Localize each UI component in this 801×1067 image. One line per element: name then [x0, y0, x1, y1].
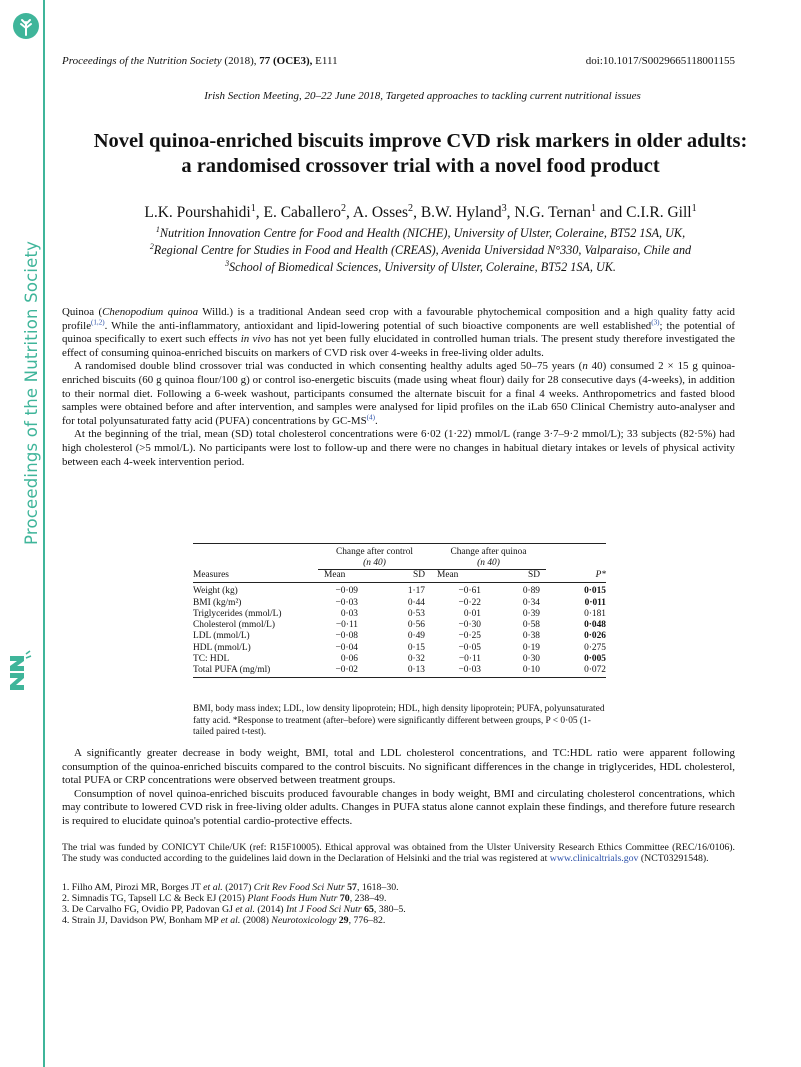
- volume: 77 (OCE3),: [259, 55, 313, 67]
- text-run: Consumption of novel quinoa-enriched biscuits produced favourable changes in body weight, BMI and circulating cholesterol concentrations, which may contribute to lowered CVD risk in free-living older adults. Changes in PUFA status alone cannot explain these findings, and therefore future research is required to elucidate quinoa's potential cardio-protective effects.: [62, 787, 735, 828]
- quinoa-mean: −0·03: [458, 665, 481, 676]
- journal-title: Proceedings of the Nutrition Society: [62, 55, 222, 67]
- table-row: [193, 609, 606, 620]
- text-run: n: [582, 360, 588, 373]
- text-run: in vivo: [240, 333, 271, 346]
- control-sd: 0·44: [407, 597, 425, 608]
- quinoa-sd: 0·30: [522, 654, 540, 665]
- author-sep: ,: [413, 204, 421, 221]
- text-run: Quinoa (: [62, 306, 103, 318]
- author-name: C.I.R. Gill: [626, 204, 692, 221]
- table-row: [193, 654, 606, 665]
- quinoa-sd: 0·89: [522, 586, 540, 597]
- ns-logo-icon: [4, 650, 34, 692]
- quinoa-mean: −0·25: [458, 631, 481, 642]
- text-run: .: [374, 414, 378, 427]
- group-header-control: Change after control (n 40): [335, 547, 414, 568]
- paragraph: [62, 788, 735, 829]
- affil-text: Nutrition Innovation Centre for Food and Health (NICHE), University of Ulster, Coleraine, BT52 1SA, UK,: [159, 226, 686, 240]
- measure: TC: HDL: [193, 654, 230, 665]
- author-name: B.W. Hyland: [420, 204, 502, 221]
- author-affil-mark: 2: [340, 202, 347, 214]
- affil-text: School of Biomedical Sciences, University of Ulster, Coleraine, BT52 1SA, UK.: [229, 260, 616, 274]
- text-run: , 776–82.: [348, 915, 386, 927]
- control-sd: 0·13: [407, 665, 425, 676]
- text-run: et al.: [235, 904, 255, 916]
- quinoa-mean: −0·05: [458, 642, 481, 653]
- control-mean: −0·03: [335, 597, 358, 608]
- title-line: a randomised crossover trial with a novel food product: [181, 155, 660, 177]
- measure: Total PUFA (mg/ml): [193, 665, 271, 676]
- text-run: Crit Rev Food Sci Nutr: [253, 881, 345, 893]
- col-p: P*: [595, 570, 606, 580]
- table-footnote: BMI, body mass index; LDL, low density lipoprotein; HDL, high density lipoprotein; PUFA, polyunsaturated fatty acid. *Response to treatment (after–before) were significantly different between groups, P < 0·05 (1-tailed paired t-test).: [193, 704, 605, 738]
- citation-line: [62, 55, 338, 67]
- col-quinoa-sd: SD: [491, 570, 546, 583]
- year: (2018),: [224, 55, 257, 67]
- quinoa-sd: 0·19: [522, 642, 540, 653]
- table-row: [193, 598, 606, 609]
- text-run: 1. Filho AM, Pirozi MR, Borges JT: [62, 881, 204, 893]
- measure: Weight (kg): [193, 586, 238, 597]
- quinoa-mean: −0·22: [458, 597, 481, 608]
- text-run: 57: [347, 881, 357, 893]
- lower-section: [62, 704, 735, 926]
- author-affil-mark: 2: [408, 202, 414, 214]
- table-row: [193, 620, 606, 631]
- text-run: Int J Food Sci Nutr: [285, 904, 362, 916]
- measure: Triglycerides (mmol/L): [193, 608, 282, 619]
- measure: LDL (mmol/L): [193, 631, 250, 642]
- author-sep: ,: [346, 204, 353, 221]
- text-run: 70: [339, 892, 350, 904]
- text-run: At the beginning of the trial, mean (SD) total cholesterol concentrations were 6·02 (1·22) mmol/L (range 3·7–9·2 mmol/L); 33 subjects (82·5%) had high cholesterol (>5 mmol/L). No participants were lost to follow-up and there were no changes in habitual dietary intakes or levels of physical activity between each 4-week intervention period.: [62, 428, 735, 468]
- paragraph: [62, 747, 735, 788]
- reference-item: [62, 882, 735, 893]
- citation-link[interactable]: (4): [366, 413, 375, 422]
- text-run: 29: [338, 915, 349, 927]
- control-mean: 0·03: [340, 608, 358, 619]
- text-run: has not yet been fully elucidated in controlled human trials. The present study therefore investigated the effect of consuming quinoa-enriched biscuits on markers of CVD risk over 4-weeks in free-living older adults.: [62, 333, 735, 359]
- measure: BMI (kg/m²): [193, 597, 242, 608]
- affiliation: [50, 242, 791, 259]
- measure: HDL (mmol/L): [193, 642, 251, 653]
- p-value: 0·011: [584, 597, 606, 608]
- author-affil-mark: 3: [501, 202, 507, 214]
- abstract-body-part1: [62, 306, 735, 469]
- author-name: A. Osses: [352, 204, 409, 221]
- p-value: 0·275: [584, 642, 606, 653]
- quinoa-mean: −0·61: [458, 586, 481, 597]
- text-run: (2014): [254, 904, 286, 916]
- author-name: E. Caballero: [263, 204, 341, 221]
- quinoa-sd: 0·34: [522, 597, 540, 608]
- group-header-quinoa: Change after quinoa (n 40): [450, 547, 527, 568]
- article-number: E111: [315, 55, 338, 67]
- affiliation: [50, 259, 791, 276]
- doi: doi:10.1017/S0029665118001155: [585, 55, 735, 67]
- abstract-body-part2: [62, 747, 735, 829]
- col-measures: Measures: [193, 570, 229, 580]
- affiliation: [50, 225, 791, 242]
- funding-statement: The trial was funded by CONICYT Chile/UK (ref: R15F10005). Ethical approval was obtained from the Ulster University Research Ethics Committee (REC/16/0106). The study was conducted according to the guidelines laid down in the Declaration of Helsinki and the trial was registered at www.clinicaltrials.gov (NCT03291548).: [62, 841, 735, 865]
- quinoa-mean: −0·30: [458, 620, 481, 631]
- text-run: et al.: [203, 881, 223, 893]
- paragraph: [62, 428, 735, 469]
- table-row: [193, 643, 606, 654]
- p-value: 0·181: [584, 608, 606, 619]
- text-run: 2. Simnadis TG, Tapsell LC & Beck EJ (2015): [62, 892, 248, 904]
- reference-list: [62, 882, 735, 927]
- affil-mark: 3: [225, 258, 230, 268]
- author-sep: and: [596, 204, 627, 221]
- reference-item: [62, 893, 735, 904]
- col-control-sd: SD: [368, 570, 431, 583]
- quinoa-mean: 0·01: [463, 608, 481, 619]
- control-mean: −0·08: [335, 631, 358, 642]
- quinoa-sd: 0·38: [522, 631, 540, 642]
- author-affil-mark: 1: [590, 202, 596, 214]
- author-affil-mark: 1: [691, 202, 697, 214]
- affil-mark: 1: [155, 224, 160, 234]
- control-mean: −0·04: [335, 642, 358, 653]
- table-row: [193, 583, 606, 598]
- text-run: Willd.) is a traditional Andean seed crop with a favourable phytochemical composition and a high quality fatty acid profile: [62, 306, 735, 332]
- reference-item: [62, 904, 735, 915]
- control-mean: −0·11: [335, 620, 358, 631]
- text-run: A significantly greater decrease in body weight, BMI, total and LDL cholesterol concentrations, and TC:HDL ratio were apparent following consumption of the quinoa-enriched biscuits compared to the control biscuits. No significant differences in the change in triglycerides, HDL cholesterol, total PUFA or CRP concentrations were observed between treatment groups.: [62, 747, 735, 787]
- paragraph: [62, 306, 735, 360]
- control-sd: 0·49: [407, 631, 425, 642]
- text-run: 4. Strain JJ, Davidson PW, Bonham MP: [62, 915, 221, 927]
- measure: Cholesterol (mmol/L): [193, 620, 276, 631]
- author-name: L.K. Pourshahidi: [144, 204, 251, 221]
- p-value: 0·072: [584, 665, 606, 676]
- affiliations: [50, 225, 791, 276]
- col-quinoa-mean: Mean: [431, 570, 491, 583]
- affil-mark: 2: [149, 241, 154, 251]
- table-row: [193, 665, 606, 677]
- table-row: [193, 631, 606, 642]
- control-sd: 0·32: [407, 654, 425, 665]
- text-run: et al.: [220, 915, 241, 927]
- p-value: 0·026: [584, 631, 606, 642]
- text-run: 3. De Carvalho FG, Ovidio PP, Padovan GJ: [62, 904, 236, 916]
- text-run: , 380–5.: [373, 904, 406, 916]
- author-sep: ,: [255, 204, 264, 221]
- p-value: 0·048: [584, 620, 606, 631]
- author-list: [50, 204, 791, 222]
- control-sd: 0·15: [407, 642, 425, 653]
- results-table: [193, 543, 606, 678]
- col-control-mean: Mean: [318, 570, 368, 583]
- citation-link[interactable]: (1,2): [91, 317, 105, 326]
- text-run: (2008): [240, 915, 272, 927]
- article-title: [50, 129, 791, 179]
- quinoa-sd: 0·10: [522, 665, 540, 676]
- quinoa-sd: 0·39: [522, 608, 540, 619]
- author-affil-mark: 1: [250, 202, 256, 214]
- title-line: Novel quinoa-enriched biscuits improve CVD risk markers in older adults:: [93, 130, 748, 152]
- text-run: A randomised double blind crossover trial was conducted in which consenting healthy adults aged 50–75 years (: [74, 360, 583, 373]
- trial-registry-link[interactable]: www.clinicaltrials.gov: [549, 853, 639, 865]
- p-value: 0·015: [584, 586, 606, 597]
- citation-link[interactable]: (3): [651, 317, 660, 326]
- text-run: Neurotoxicology: [271, 915, 337, 927]
- meeting-line: Irish Section Meeting, 20–22 June 2018, Targeted approaches to tackling current nutritional issues: [204, 90, 641, 102]
- journal-leaf-logo-icon: [13, 13, 39, 39]
- control-sd: 0·56: [407, 620, 425, 631]
- text-run: 40) consumed 2 × 15 g quinoa-enriched biscuits (60 g quinoa flour/100 g) or control iso-energetic biscuits (made using wheat flour) daily for 28 consecutive days (4-weeks), in addition to their normal diet. Following a 6-week washout, participants consumed the alternate biscuit for a final 4 weeks. Anthropometrics and fasted blood samples were obtained before and after intervention, and samples were analysed for lipid profiles on the iLab 650 Clinical Chemistry auto-analyser and for total polyunsaturated fatty acid (PUFA) concentrations by GC-MS: [62, 360, 735, 427]
- text-run: 65: [364, 904, 374, 916]
- p-value: 0·005: [584, 654, 606, 665]
- paragraph: [62, 360, 735, 428]
- sidebar-journal-name: Proceedings of the Nutrition Society: [22, 240, 41, 545]
- author-name: N.G. Ternan: [514, 204, 591, 221]
- control-mean: −0·09: [335, 586, 358, 597]
- text-run: Plant Foods Hum Nutr: [247, 892, 338, 904]
- quinoa-mean: −0·11: [458, 654, 481, 665]
- control-sd: 0·53: [407, 608, 425, 619]
- journal-margin-rule: [43, 0, 45, 1067]
- text-run: (2017): [222, 881, 254, 893]
- control-sd: 1·17: [407, 586, 425, 597]
- affil-text: Regional Centre for Studies in Food and Health (CREAS), Avenida Universidad N°330, Valparaiso, Chile and: [153, 243, 692, 257]
- text-run: ; the potential of quinoa specifically to exert such effects: [62, 319, 735, 346]
- author-sep: ,: [506, 204, 515, 221]
- text-run: . While the anti-inflammatory, antioxidant and lipid-lowering potential of such bioactive components are well established: [104, 319, 652, 332]
- quinoa-sd: 0·58: [522, 620, 540, 631]
- text-run: , 1618–30.: [356, 881, 399, 893]
- text-run: , 238–49.: [349, 892, 387, 904]
- control-mean: 0·06: [340, 654, 358, 665]
- control-mean: −0·02: [335, 665, 358, 676]
- text-run: Chenopodium quinoa: [102, 306, 199, 318]
- reference-item: [62, 915, 735, 926]
